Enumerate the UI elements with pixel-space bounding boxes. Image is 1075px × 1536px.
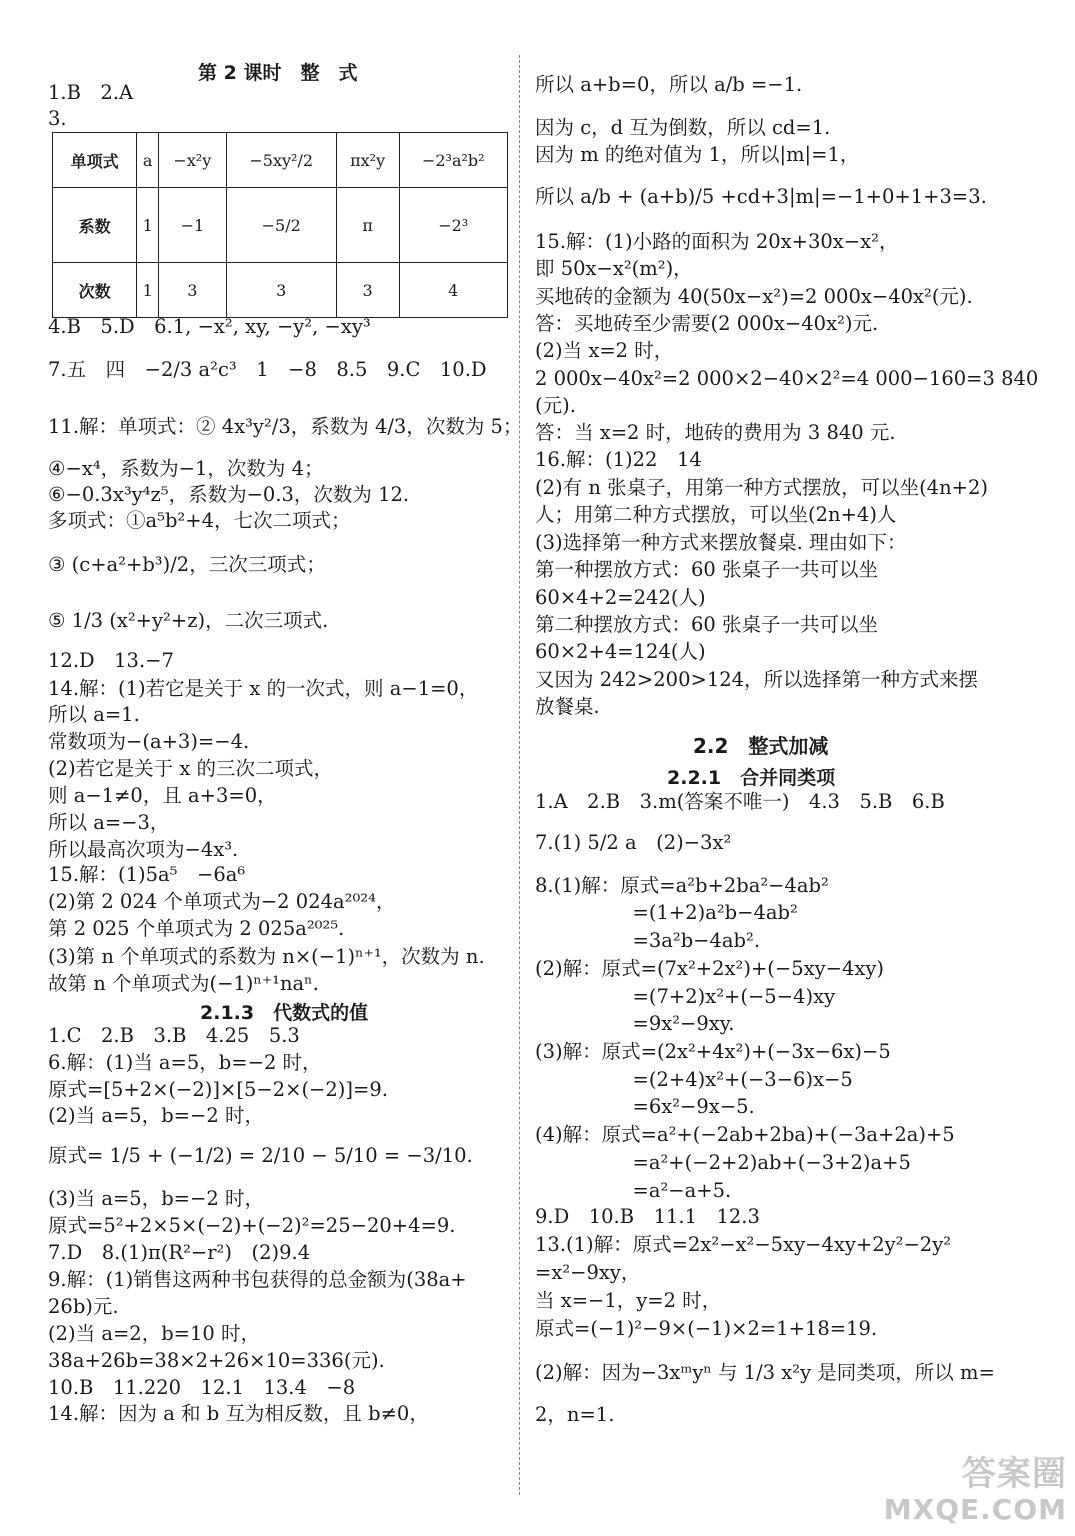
answer-line: 所以 a+b=0，所以 a/b =−1. [535,73,803,96]
monomial-table [52,132,508,318]
answer-line: 1.B 2.A [48,81,134,104]
answer-line: 9.D 10.B 11.1 12.3 [535,1205,760,1228]
answer-line: 买地砖的金额为 40(50x−x²)=2 000x−40x²(元). [535,285,973,308]
section-title: 2.2 整式加减 [693,734,829,758]
table-cell: 3 [336,263,399,318]
answer-line: (3)选择第一种方式来摆放餐桌. 理由如下： [535,531,907,554]
answer-line: (4)解：原式=a²+(−2ab+2ba)+(−3a+2a)+5 [535,1123,955,1146]
table-cell: 次数 [53,263,137,318]
subsection-title: 2.2.1 合并同类项 [667,767,836,789]
column-divider [519,55,520,1495]
answer-line: ③ (c+a²+b³)/2，三次三项式； [48,553,326,576]
table-cell: −5xy²/2 [226,133,336,188]
answer-line: =(2+4)x²+(−3−6)x−5 [535,1068,853,1091]
answer-line: 7.五 四 −2/3 a²c³ 1 −8 8.5 9.C 10.D [48,358,487,381]
answer-line: 所以最高次项为−4x³. [48,838,239,861]
answer-line: ⑤ 1/3 (x²+y²+z)，二次三项式. [48,609,329,632]
answer-line: ④−x⁴，系数为−1，次数为 4； [48,457,324,480]
table-cell: 单项式 [53,133,137,188]
answer-line: 3. [48,107,67,130]
table-row [53,188,508,263]
answer-line: 原式=(−1)²−9×(−1)×2=1+18=19. [535,1317,878,1340]
answer-line: 12.D 13.−7 [48,649,174,672]
answer-line: 16.解：(1)22 14 [535,448,702,471]
table-cell: π [336,188,399,263]
table-cell: 1 [137,263,159,318]
answer-line: (3)第 n 个单项式的系数为 n×(−1)ⁿ⁺¹，次数为 n. [48,945,485,968]
watermark-url: MXQE.COM [883,1493,1067,1526]
answer-line: 人；用第二种方式摆放，可以坐(2n+4)人 [535,503,897,526]
answer-line: 则 a−1≠0，且 a+3=0， [48,784,277,807]
answer-line: 所以 a=−3， [48,811,170,834]
table-cell: 1 [137,188,159,263]
answer-line: (2)当 a=5，b=−2 时， [48,1104,264,1127]
answer-line: (3)解：原式=(2x²+4x²)+(−3x−6x)−5 [535,1040,891,1063]
table-cell: −1 [159,188,227,263]
answer-line: 多项式：①a⁵b²+4，七次二项式； [48,509,351,532]
answer-line: 10.B 11.220 12.1 13.4 −8 [48,1376,356,1399]
answer-line: (2)当 a=2，b=10 时， [48,1322,261,1345]
table-cell: 3 [226,263,336,318]
answer-line: 11.解：单项式：② 4x³y²/3，系数为 4/3，次数为 5； [48,415,523,438]
answer-line: 第二种摆放方式：60 张桌子一共可以坐 [535,613,879,636]
answer-line: 所以 a/b + (a+b)/5 +cd+3|m|=−1+0+1+3=3. [535,185,987,208]
answer-line: 4.B 5.D 6.1, −x², xy, −y², −xy³ [48,315,371,338]
answer-line: ⑥−0.3x³y⁴z⁵，系数为−0.3，次数为 12. [48,483,410,506]
answer-line: 14.解：(1)若它是关于 x 的一次式，则 a−1=0， [48,677,479,700]
answer-line: 因为 m 的绝对值为 1，所以|m|=1， [535,143,860,166]
answer-line: 又因为 242>200>124，所以选择第一种方式来摆 [535,668,979,691]
answer-line: (2)有 n 张桌子，用第一种方式摆放，可以坐(4n+2) [535,476,989,499]
answer-line: 7.(1) 5/2 a (2)−3x² [535,831,732,854]
answer-line: 常数项为−(a+3)=−4. [48,730,250,753]
answer-line: 故第 n 个单项式为(−1)ⁿ⁺¹naⁿ. [48,972,319,995]
answer-line: 15.解：(1)小路的面积为 20x+30x−x²， [535,230,899,253]
answer-line: =x²−9xy， [535,1261,641,1284]
table-cell: −x²y [159,133,227,188]
answer-line: 答：当 x=2 时，地砖的费用为 3 840 元. [535,421,896,444]
answer-line: (2)解：原式=(7x²+2x²)+(−5xy−4xy) [535,957,885,980]
answer-line: 7.D 8.(1)π(R²−r²) (2)9.4 [48,1241,311,1264]
answer-line: 第 2 025 个单项式为 2 025a²⁰²⁵. [48,917,345,940]
answer-line: 2 000x−40x²=2 000×2−40×2²=4 000−160=3 840 [535,367,1039,390]
table-row [53,133,508,188]
answer-line: 原式=5²+2×5×(−2)+(−2)²=25−20+4=9. [48,1214,456,1237]
answer-line: 60×4+2=242(人) [535,586,706,609]
answer-line: (2)第 2 024 个单项式为−2 024a²⁰²⁴， [48,890,396,913]
section-title: 2.1.3 代数式的值 [200,1002,369,1024]
answer-line: 所以 a=1. [48,703,140,726]
table-cell: −2³a²b² [399,133,507,188]
answer-line: 1.A 2.B 3.m(答案不唯一) 4.3 5.B 6.B [535,790,945,813]
answer-line: 15.解：(1)5a⁵ −6a⁶ [48,863,246,886]
answer-line: (3)当 a=5，b=−2 时， [48,1187,264,1210]
table-cell: πx²y [336,133,399,188]
answer-line: 2，n=1. [535,1403,615,1426]
answer-line: 60×2+4=124(人) [535,640,706,663]
table-row [53,263,508,318]
answer-line: 第一种摆放方式：60 张桌子一共可以坐 [535,558,879,581]
answer-line: 放餐桌. [535,695,600,718]
answer-line: 1.C 2.B 3.B 4.25 5.3 [48,1024,300,1047]
table-cell: a [137,133,159,188]
answer-line: (2)解：因为−3xᵐyⁿ 与 1/3 x²y 是同类项，所以 m= [535,1361,995,1384]
answer-line: (2)若它是关于 x 的三次二项式， [48,757,334,780]
answer-line: 原式= 1/5 + (−1/2) = 2/10 − 5/10 = −3/10. [48,1144,473,1167]
lesson-title: 第 2 课时 整 式 [198,62,358,84]
answer-line: 9.解：(1)销售这两种书包获得的总金额为(38a+ [48,1268,467,1291]
answer-line: 14.解：因为 a 和 b 互为相反数，且 b≠0， [48,1402,429,1425]
answer-line: =9x²−9xy. [535,1012,735,1035]
table-cell: −2³ [399,188,507,263]
watermark-logo [884,1456,1067,1528]
answer-line: 6.解：(1)当 a=5，b=−2 时， [48,1051,322,1074]
answer-line: 因为 c，d 互为倒数，所以 cd=1. [535,116,831,139]
answer-line: 当 x=−1，y=2 时， [535,1289,722,1312]
answer-line: =(1+2)a²b−4ab² [535,901,798,924]
answer-line: 即 50x−x²(m²)， [535,257,693,280]
watermark-text: 答案圈 [962,1454,1067,1494]
answer-line: (元). [535,394,576,417]
table-cell: 系数 [53,188,137,263]
table-cell: −5/2 [226,188,336,263]
answer-line: (2)当 x=2 时， [535,339,674,362]
table-cell: 3 [159,263,227,318]
answer-line: =a²+(−2+2)ab+(−3+2)a+5 [535,1151,911,1174]
answer-line: =6x²−9x−5. [535,1095,755,1118]
answer-line: =(7+2)x²+(−5−4)xy [535,985,836,1008]
answer-line: 原式=[5+2×(−2)]×[5−2×(−2)]=9. [48,1078,388,1101]
answer-line: 26b)元. [48,1295,119,1318]
answer-line: =a²−a+5. [535,1179,732,1202]
table-cell: 4 [399,263,507,318]
answer-line: 答：买地砖至少需要(2 000x−40x²)元. [535,312,879,335]
answer-line: 13.(1)解：原式=2x²−x²−5xy−4xy+2y²−2y² [535,1233,952,1256]
answer-line: 38a+26b=38×2+26×10=336(元). [48,1349,385,1372]
answer-line: 8.(1)解：原式=a²b+2ba²−4ab² [535,874,829,897]
answer-line: =3a²b−4ab². [535,929,761,952]
